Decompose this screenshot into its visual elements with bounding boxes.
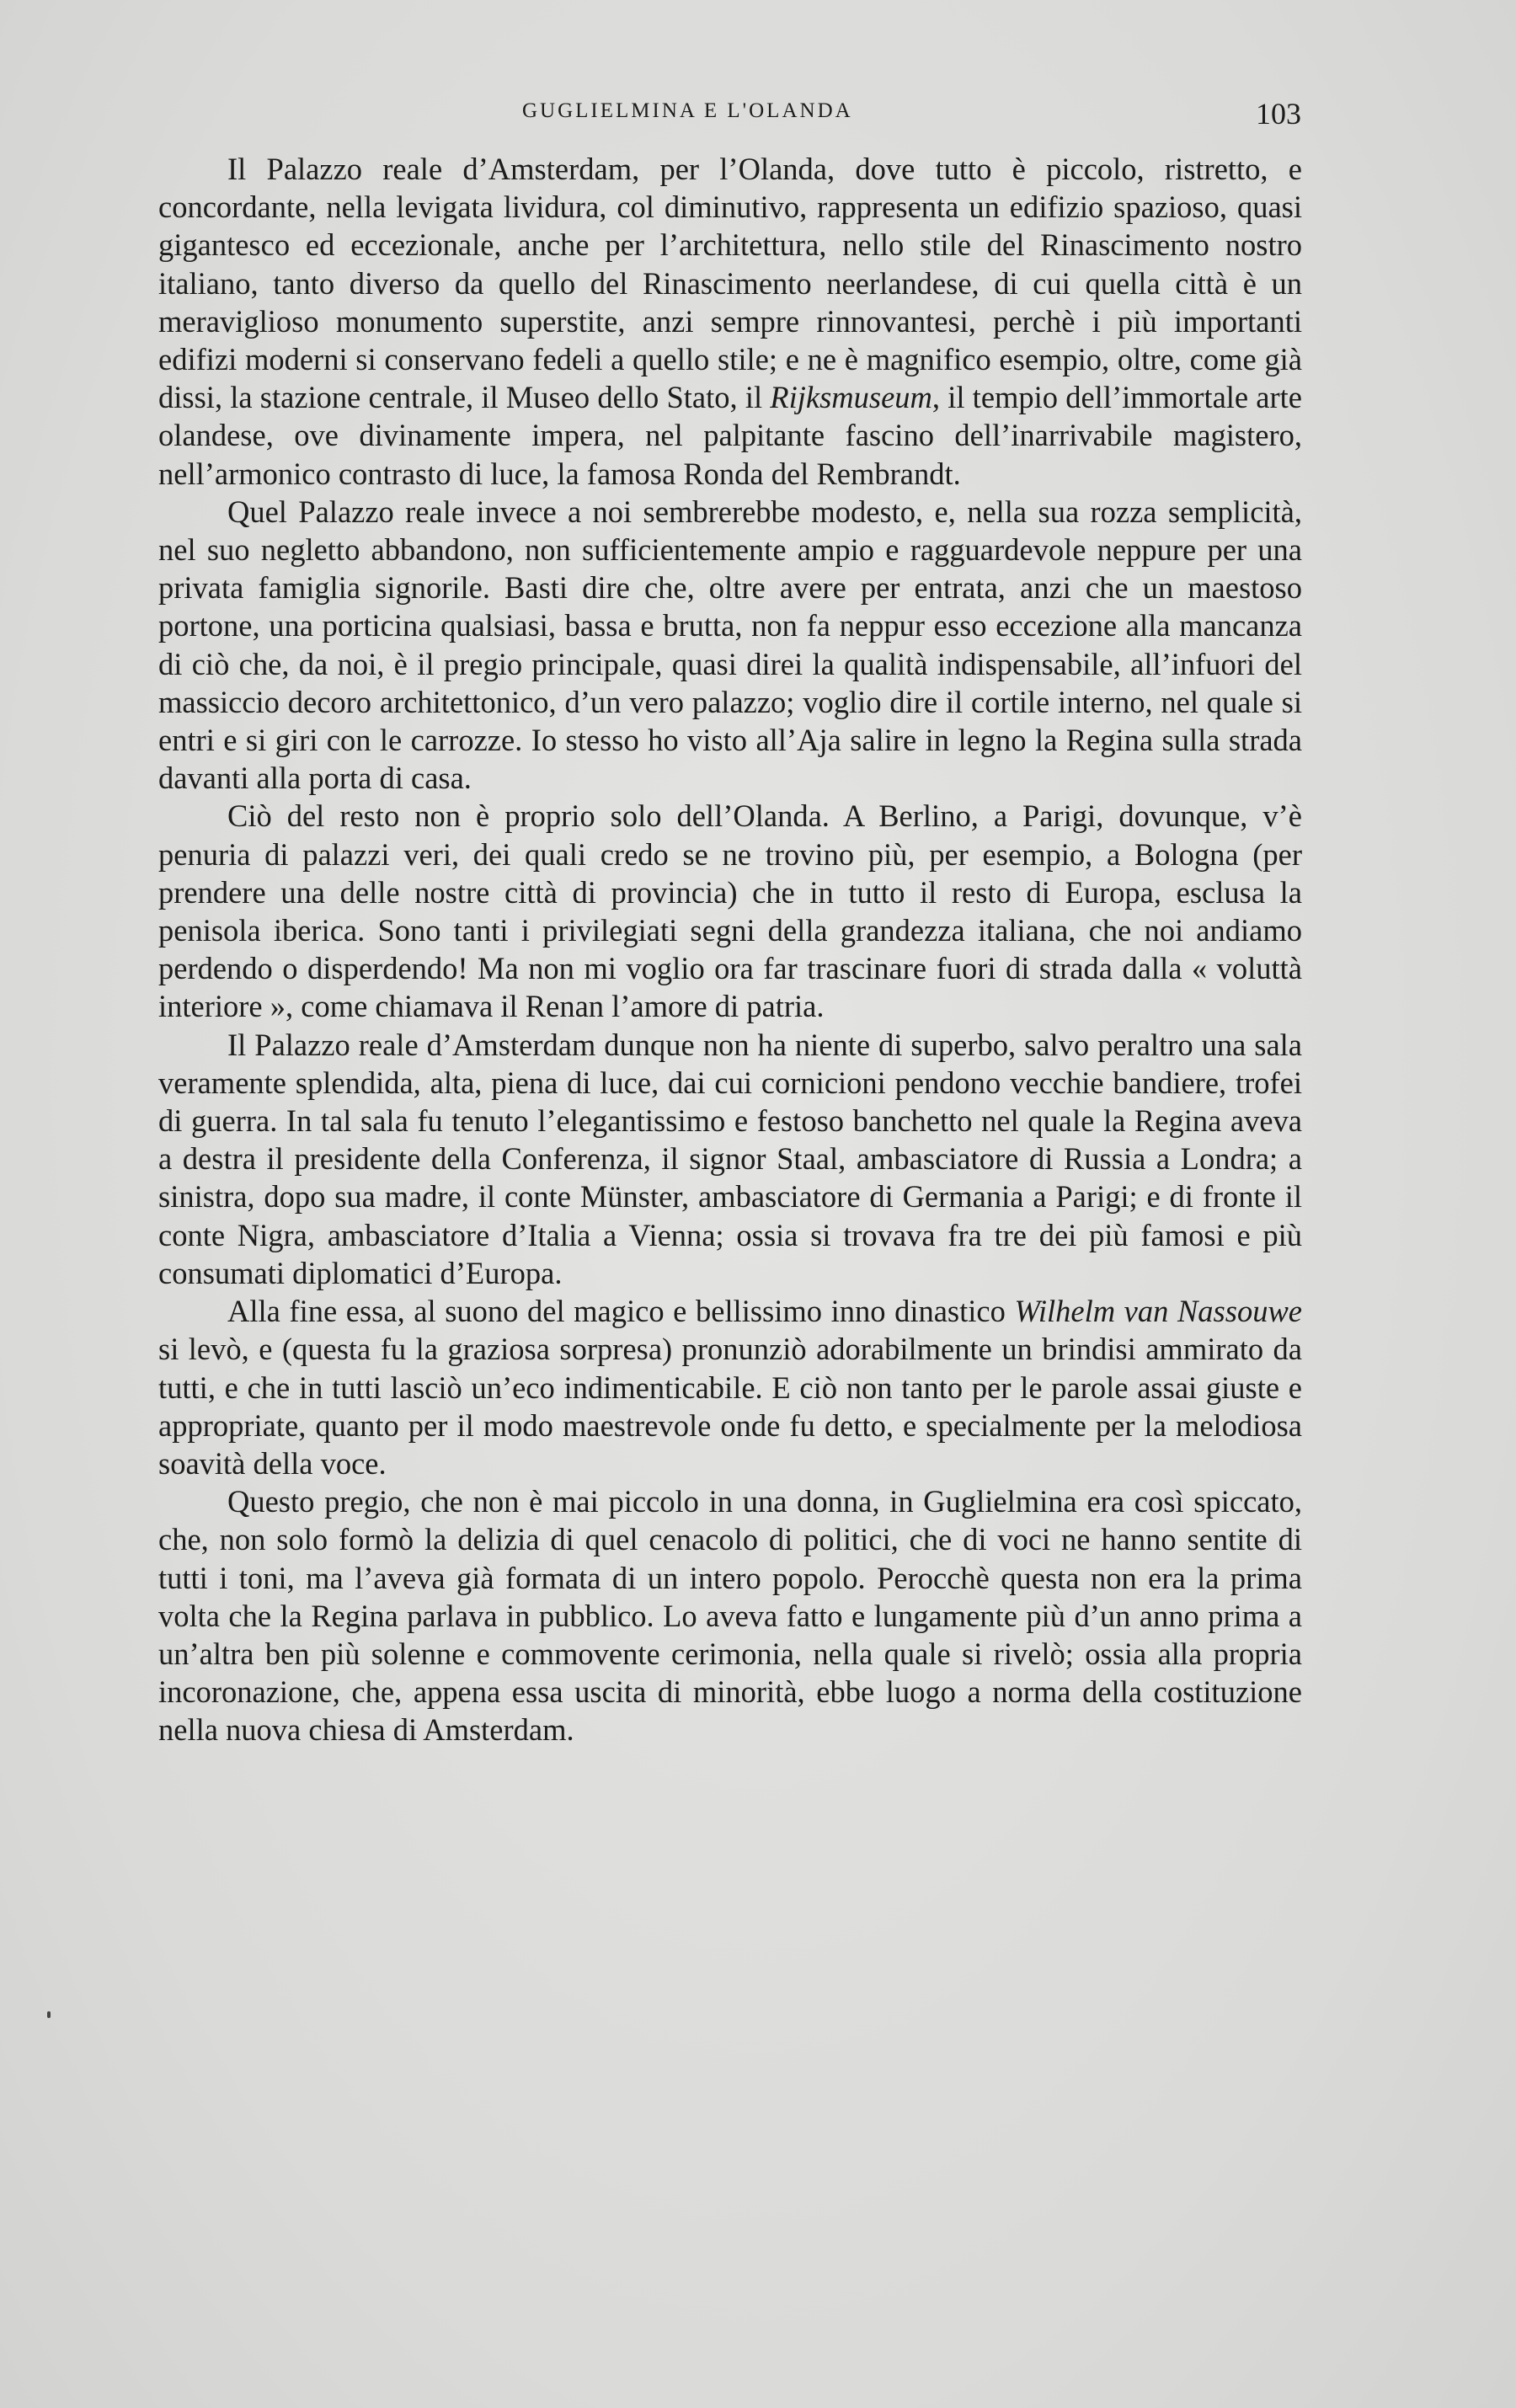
running-head [160,99,1301,141]
italic-wilhelm-van-nassouwe: Wilhelm van Nassouwe [1014,1294,1302,1329]
running-title: GUGLIELMINA E L'OLANDA [522,99,853,122]
paragraph-2-text: Quel Palazzo reale invece a noi sembrerebbe modesto, e, nella sua rozza semplicità, nel suo negletto abbandono, non sufficientemente ampio e ragguardevole neppure per una privata famiglia signorile. Basti dire che, oltre avere per entrata, anzi che un maestoso portone, una porticina qualsiasi, bassa e brutta, non fa neppur esso eccezione alla mancanza di ciò che, da noi, è il pregio principale, quasi direi la qualità indispensabile, all’infuori del massiccio decoro architettonico, d’un vero palazzo; voglio dire il cortile interno, nel quale si entri e si giri con le carrozze. Io stesso ho visto all’Aja salire in legno la Regina sulla strada davanti alla porta di casa. [158,494,1302,796]
body-text [158,150,1302,1749]
italic-rijksmuseum: Rijksmuseum [770,380,932,415]
scan-speck [47,2011,51,2018]
paragraph-4-text: Il Palazzo reale d’Amsterdam dunque non ha niente di superbo, salvo peraltro una sala veramente splendida, alta, piena di luce, dai cui cornicioni pendono vecchie bandiere, trofei di guerra. In tal sala fu tenuto l’elegantissimo e festoso banchetto nel quale la Regina aveva a destra il presidente della Conferenza, il signor Staal, ambasciatore di Russia a Londra; a sinistra, dopo sua madre, il conte Münster, ambasciatore di Germania a Parigi; e di fronte il conte Nigra, ambasciatore d’Italia a Vienna; ossia si trovava fra tre dei più famosi e più consumati diplomatici d’Europa. [158,1027,1302,1290]
paragraph-6-text: Questo pregio, che non è mai piccolo in una donna, in Guglielmina era così spiccato, che, non solo formò la delizia di quel cenacolo di politici, che di voci ne hanno sentite di tutti i toni, ma l’aveva già formata di un intero popolo. Perocchè questa non era la prima volta che la Regina parlava in pubblico. Lo aveva fatto e lungamente più d’un anno prima a un’altra ben più solenne e commovente cerimonia, nella quale si rivelò; ossia alla propria incoronazione, che, appena essa uscita di minorità, ebbe luogo a norma della costituzione nella nuova chiesa di Amsterdam. [158,1484,1302,1748]
paragraph-1-text-a: Il Palazzo reale d’Amsterdam, per l’Olanda, dove tutto è piccolo, ristretto, e concordante, nella levigata lividura, col diminutivo, rappresenta un edifizio spazioso, quasi gigantesco ed eccezionale, anche per l’architettura, nello stile del Rinascimento nostro italiano, tanto diverso da quello del Rinascimento neerlandese, di cui quella città è un meraviglioso monumento superstite, anzi sempre rinnovantesi, perchè i più importanti edifizi moderni si conservano fedeli a quello stile; e ne è magnifico esempio, oltre, come già dissi, la stazione centrale, il Museo dello Stato, il [158,152,1302,415]
paragraph-5-text-a: Alla fine essa, al suono del magico e bellissimo inno dinastico [227,1294,1015,1329]
paragraph-5-text-b: si levò, e (questa fu la graziosa sorpresa) pronunziò adorabilmente un brindisi ammirato da tutti, e che in tutti lasciò un’eco indimenticabile. E ciò non tanto per le parole assai giuste e appropriate, quanto per il modo maestrevole onde fu detto, e specialmente per la melodiosa soavità della voce. [158,1332,1302,1481]
paragraph-3 [158,797,1302,1025]
paragraph-5 [158,1292,1302,1482]
paragraph-1-text-b: , il tempio dell’immortale arte olandese, ove divinamente impera, nel palpitante fascino dell’inarrivabile magistero, nell’armonico contrasto di luce, la famosa Ronda del Rembrandt. [158,380,1303,491]
paragraph-1 [158,150,1302,493]
paragraph-2 [158,493,1302,798]
paragraph-4 [158,1026,1302,1292]
page-number: 103 [1256,97,1301,131]
paragraph-6 [158,1482,1302,1749]
paragraph-3-text: Ciò del resto non è proprio solo dell’Olanda. A Berlino, a Parigi, dovunque, v’è penuria di palazzi veri, dei quali credo se ne trovino più, per esempio, a Bologna (per prendere una delle nostre città di provincia) che in tutto il resto di Europa, esclusa la penisola iberica. Sono tanti i privilegiati segni della grandezza italiana, che noi andiamo perdendo o disperdendo! Ma non mi voglio ora far trascinare fuori di strada dalla « voluttà interiore », come chiamava il Renan l’amore di patria. [158,798,1302,1024]
